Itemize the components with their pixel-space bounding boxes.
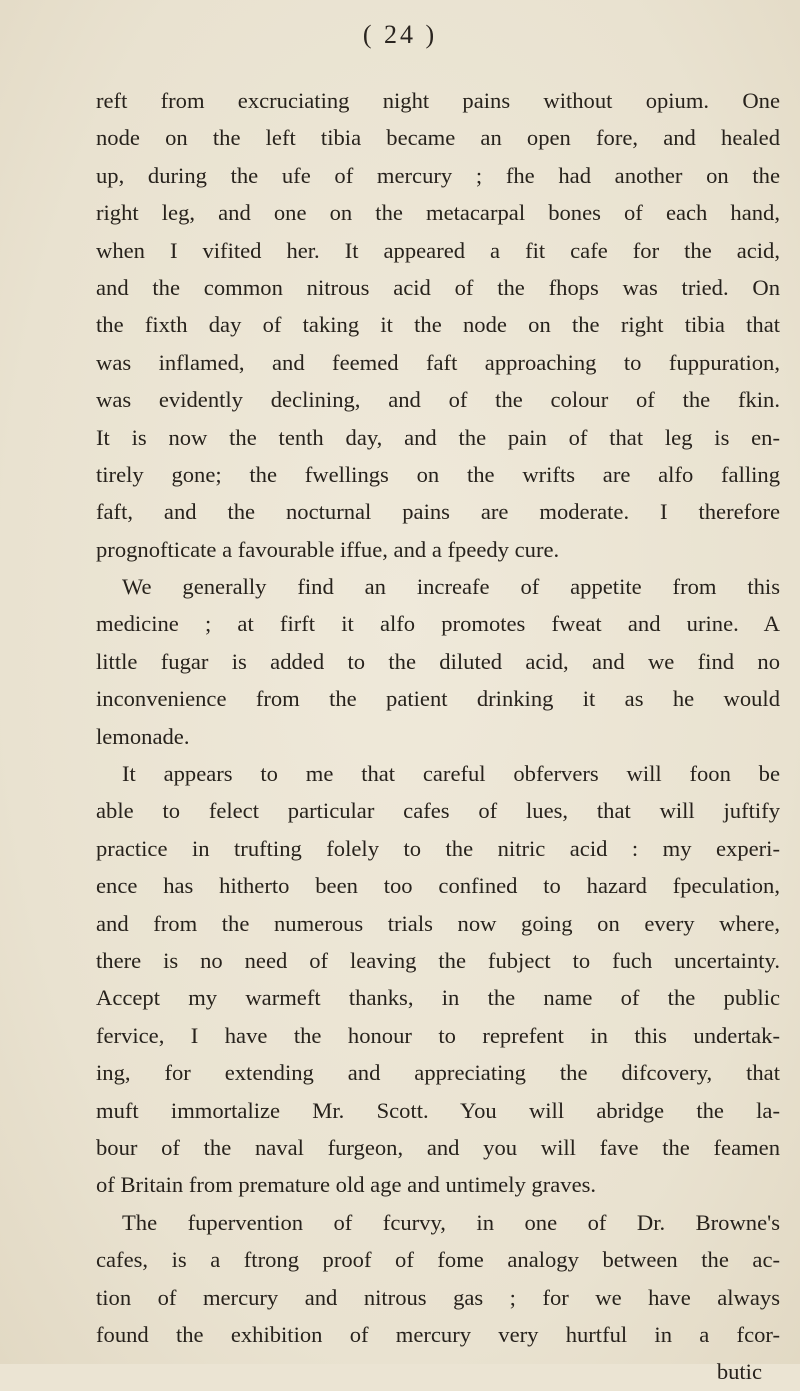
text-line: inconvenience from the patient drinking it as he would	[96, 686, 780, 712]
text-line: prognofticate a favourable iffue, and a fpeedy cure.	[96, 536, 560, 562]
text-line: cafes, is a ftrong proof of fome analogy between the ac-	[96, 1247, 780, 1273]
text-line: tirely gone; the fwellings on the wrifts are alfo falling	[96, 461, 780, 487]
text-line: and the common nitrous acid of the fhops was tried. On	[96, 274, 780, 300]
text-line: able to felect particular cafes of lues, that will juftify	[96, 798, 780, 824]
text-line: was evidently declining, and of the colour of the fkin.	[96, 387, 780, 413]
text-line: there is no need of leaving the fubject to fuch uncertainty.	[96, 947, 780, 973]
text-line: tion of mercury and nitrous gas ; for we have always	[96, 1284, 780, 1310]
text-line: reft from excruciating night pains without opium. One	[96, 88, 780, 113]
text-line: and from the numerous trials now going on every where,	[96, 910, 780, 936]
text-line: found the exhibition of mercury very hurtful in a fcor-	[96, 1321, 780, 1347]
text-line: when I vifited her. It appeared a fit cafe for the acid,	[96, 237, 780, 263]
text-line: practice in trufting folely to the nitric acid : my experi-	[96, 835, 780, 861]
text-line: of Britain from premature old age and untimely graves.	[96, 1172, 597, 1198]
text-line: the fixth day of taking it the node on the right tibia that	[96, 312, 780, 338]
text-line: was inflamed, and feemed faft approaching to fuppuration,	[96, 349, 780, 375]
text-line: ence has hitherto been too confined to hazard fpeculation,	[96, 873, 780, 899]
catchword: butic	[716, 1359, 762, 1385]
text-line: node on the left tibia became an open fore, and healed	[96, 125, 780, 151]
text-line: fervice, I have the honour to reprefent in this undertak-	[96, 1022, 780, 1048]
text-line: Accept my warmeft thanks, in the name of the public	[96, 985, 780, 1011]
text-line: bour of the naval furgeon, and you will fave the feamen	[96, 1134, 780, 1160]
text-line: medicine ; at firft it alfo promotes fweat and urine. A	[96, 611, 780, 637]
page-number: ( 24 )	[362, 20, 438, 49]
text-line: It is now the tenth day, and the pain of that leg is en-	[96, 424, 780, 450]
text-line: up, during the ufe of mercury ; fhe had another on the	[96, 162, 780, 188]
text-line: lemonade.	[96, 723, 190, 749]
text-line: muft immortalize Mr. Scott. You will abridge the la-	[96, 1097, 780, 1123]
page-body	[96, 82, 780, 1391]
paragraph-start-line: It appears to me that careful obfervers will foon be	[122, 761, 780, 787]
paragraph-start-line: We generally find an increafe of appetite from this	[122, 574, 780, 600]
text-line: right leg, and one on the metacarpal bones of each hand,	[96, 200, 780, 226]
text-line: ing, for extending and appreciating the difcovery, that	[96, 1060, 780, 1086]
paragraph-start-line: The fupervention of fcurvy, in one of Dr. Browne's	[122, 1209, 780, 1235]
text-line: faft, and the nocturnal pains are moderate. I therefore	[96, 499, 780, 525]
text-line: little fugar is added to the diluted acid, and we find no	[96, 648, 780, 674]
